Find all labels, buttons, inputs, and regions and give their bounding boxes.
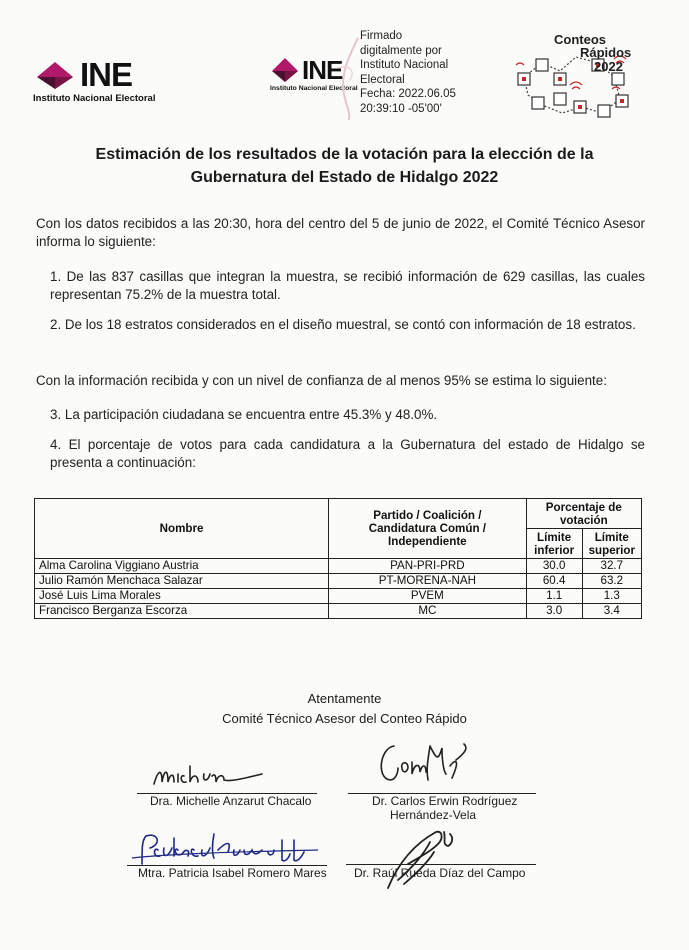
table-row — [35, 559, 642, 574]
cell-partido: PVEM — [329, 589, 527, 604]
header-partido: Partido / Coalición / Candidatura Común / Independiente — [329, 499, 527, 559]
handwritten-signature — [378, 824, 458, 892]
document-title — [30, 143, 659, 189]
cell-inferior: 60.4 — [526, 574, 582, 589]
cell-superior: 3.4 — [582, 604, 641, 619]
item-2: 2. De los 18 estratos considerados en el diseño muestral, se contó con información de 18 estratos. — [50, 317, 636, 332]
cell-nombre: José Luis Lima Morales — [35, 589, 329, 604]
ine-subtitle: Instituto Nacional Electoral — [33, 93, 156, 104]
item-4: 4. El porcentaje de votos para cada candidatura a la Gubernatura del estado de Hidalgo se presenta a continuación: — [50, 437, 645, 470]
ine-emblem-icon — [270, 57, 300, 83]
table-row — [35, 604, 642, 619]
signatory-2-line-1: Dr. Carlos Erwin Rodríguez — [372, 794, 518, 808]
cell-superior: 1.3 — [582, 589, 641, 604]
ine-emblem-icon — [33, 60, 77, 90]
table-row — [35, 574, 642, 589]
rapidos-title: Rápidos — [580, 45, 632, 60]
conteos-year: 2022 — [594, 59, 623, 74]
signature-line: Electoral — [360, 73, 405, 86]
cell-partido: PAN-PRI-PRD — [329, 559, 527, 574]
ine-subtitle: Instituto Nacional Electoral — [270, 85, 358, 92]
signature-line: Firmado — [360, 30, 403, 42]
digital-signature-block — [360, 29, 456, 116]
cell-partido: MC — [329, 604, 527, 619]
intro-paragraph: Con los datos recibidos a las 20:30, hora del centro del 5 de junio de 2022, el Comité Técnico Asesor informa lo siguiente: — [36, 216, 645, 249]
header-nombre: Nombre — [35, 499, 329, 559]
signature-line: Instituto Nacional — [360, 59, 449, 71]
cell-inferior: 3.0 — [526, 604, 582, 619]
signature-line: Fecha: 2022.06.05 — [360, 88, 456, 100]
ine-logo-left — [33, 58, 155, 104]
signatory-2-line-2: Hernández-Vela — [390, 808, 477, 822]
cell-inferior: 1.1 — [526, 589, 582, 604]
header-porcentaje: Porcentaje de votación — [526, 499, 641, 529]
item-1: 1. De las 837 casillas que integran la muestra, se recibió información de 629 casillas, las cuales representan 75.2% de la muestra total. — [50, 269, 645, 302]
table-row — [35, 589, 642, 604]
closing-committee: Comité Técnico Asesor del Conteo Rápido — [222, 711, 467, 726]
ine-wordmark: INE — [80, 56, 133, 93]
signature-line — [346, 864, 536, 865]
cell-superior: 63.2 — [582, 574, 641, 589]
conteos-title: Conteos — [554, 32, 606, 47]
header-limite-inferior: Límite inferior — [526, 529, 582, 559]
cell-superior: 32.7 — [582, 559, 641, 574]
header-limite-superior: Límite superior — [582, 529, 641, 559]
cell-partido: PT-MORENA-NAH — [329, 574, 527, 589]
signatory-1: Dra. Michelle Anzarut Chacalo — [150, 794, 312, 808]
item-3: 3. La participación ciudadana se encuentra entre 45.3% y 48.0%. — [50, 407, 438, 422]
conteos-rapidos-logo — [502, 33, 637, 125]
cell-inferior: 30.0 — [526, 559, 582, 574]
cell-nombre: Francisco Berganza Escorza — [35, 604, 329, 619]
signature-line: 20:39:10 -05'00' — [360, 102, 442, 115]
signatory-4: Dr. Raúl Rueda Díaz del Campo — [354, 866, 526, 880]
ine-wordmark: INE — [302, 55, 343, 85]
results-table — [34, 498, 642, 619]
title-line-1: Estimación de los resultados de la votación para la elección de la — [95, 146, 594, 163]
cell-nombre: Alma Carolina Viggiano Austria — [35, 559, 329, 574]
confidence-paragraph: Con la información recibida y con un nivel de confianza de al menos 95% se estima lo siguiente: — [36, 373, 607, 388]
cell-nombre: Julio Ramón Menchaca Salazar — [35, 574, 329, 589]
title-line-2: Gubernatura del Estado de Hidalgo 2022 — [190, 169, 499, 186]
signature-line: digitalmente por — [360, 44, 442, 57]
signatory-3: Mtra. Patricia Isabel Romero Mares — [138, 866, 327, 880]
handwritten-signature — [150, 760, 270, 792]
closing-atentamente: Atentamente — [307, 691, 382, 706]
handwritten-signature — [128, 828, 328, 870]
handwritten-signature — [372, 738, 472, 790]
